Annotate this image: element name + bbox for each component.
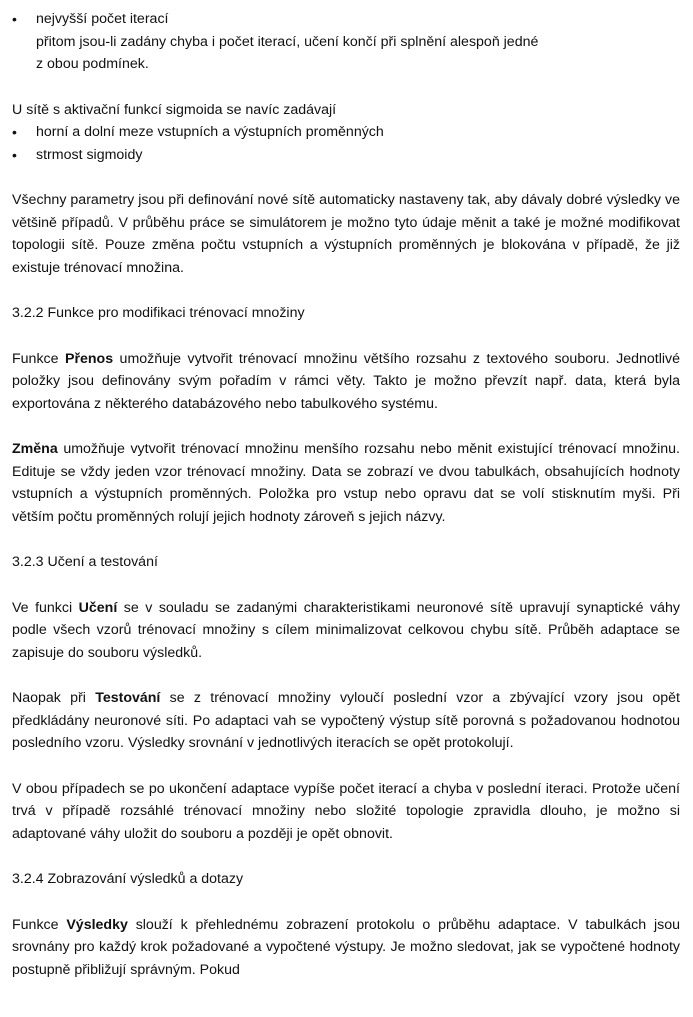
term-vysledky: Výsledky: [66, 916, 128, 933]
intro-bullet-list: [12, 8, 680, 76]
bullet-text: strmost sigmoidy: [36, 146, 143, 163]
paragraph-text: umožňuje vytvořit trénovací množinu menšího rozsahu nebo měnit existující trénovací množinu. Edituje se vždy jeden vzor trénovací množiny. Data se zobrazí ve dvou tabulkách, obsahujících hodnoty vstupních a výstupních proměnných. Položka pro vstup nebo opravu dat se volí stisknutím myši. Při větším počtu proměnných rolují jejich hodnoty zároveň s jejich názvy.: [12, 441, 680, 525]
paragraph-text: slouží k přehlednému zobrazení protokolu o průběhu adaptace. V tabulkách jsou srovnány pro každý krok požadované a vypočtené výstupy. Je možno sledovat, jak se vypočtené hodnoty postupně přibližují správným. Pokud: [12, 916, 680, 978]
uceni-paragraph: [12, 597, 680, 665]
obou-pripadech-paragraph: V obou případech se po ukončení adaptace vypíše počet iterací a chyba v poslední iteraci. Protože učení trvá v případě rozsáhlé trénovací množiny nebo složité topologie zpravidla dlouho, je možno si adaptované váhy uložit do souboru a později je opět obnovit.: [12, 780, 680, 842]
term-testovani: Testování: [95, 690, 161, 706]
sigmoid-bullet-list: [12, 121, 680, 166]
prenos-paragraph: [12, 348, 680, 416]
document-page: [12, 8, 680, 981]
paragraph-prefix: Naopak při: [12, 690, 96, 706]
bullet-text: horní a dolní meze vstupních a výstupních proměnných: [36, 124, 384, 140]
bullet-detail-line: z obou podmínek.: [36, 56, 149, 72]
vysledky-paragraph: [12, 914, 680, 982]
bullet-icon: •: [12, 124, 17, 140]
paragraph-text: umožňuje vytvořit trénovací množinu většího rozsahu z textového souboru. Jednotlivé položky jsou definovány svým pořadím v rámci věty. Takto je možno převzít např. data, která byla exportována z některého databázového nebo tabulkového systému.: [12, 350, 680, 412]
section-heading-322: 3.2.2 Funkce pro modifikaci trénovací množiny: [12, 305, 305, 321]
params-paragraph: Všechny parametry jsou při definování nové sítě automaticky nastaveny tak, aby dávaly dobré výsledky ve většině případů. V průběhu práce se simulátorem je možno tyto údaje měnit a také je možné modifikovat topologii sítě. Pouze změna počtu vstupních a výstupních proměnných je blokována v případě, že již existuje trénovací množina.: [12, 192, 680, 276]
bullet-icon: •: [12, 11, 17, 27]
list-item: [12, 144, 680, 167]
sigmoid-intro: U sítě s aktivační funkcí sigmoida se navíc zadávají: [12, 101, 337, 118]
paragraph-text: se v souladu se zadanými charakteristikami neuronové sítě upravují synaptické váhy podle všech vzorů trénovací množiny s cílem minimalizovat celkovou chybu sítě. Průběh adaptace se zapisuje do souboru výsledků.: [12, 599, 680, 661]
bullet-title: nejvyšší počet iterací: [36, 11, 169, 27]
term-uceni: Učení: [78, 599, 118, 616]
term-zmena: Změna: [12, 441, 58, 457]
paragraph-text: se z trénovací množiny vyloučí poslední vzor a zbývající vzory jsou opět předkládány neuronové síti. Po adaptaci vah se vypočtený výstup sítě porovná s požadovanou hodnotou posledního vzoru. Výsledky srovnání v jednotlivých iteracích se opět protokolují.: [12, 690, 681, 751]
list-item: [12, 8, 680, 76]
section-heading-324: 3.2.4 Zobrazování výsledků a dotazy: [12, 871, 244, 887]
list-item: [12, 121, 680, 144]
paragraph-prefix: Funkce: [12, 350, 65, 367]
term-prenos: Přenos: [64, 350, 114, 367]
zmena-paragraph: [12, 438, 680, 528]
paragraph-prefix: Ve funkci: [12, 599, 79, 616]
bullet-detail-line: přitom jsou-li zadány chyba i počet iterací, učení končí při splnění alespoň jedné: [36, 33, 539, 50]
testovani-paragraph: [12, 687, 680, 755]
section-heading-323: 3.2.3 Učení a testování: [12, 554, 158, 570]
bullet-icon: •: [12, 146, 17, 163]
paragraph-prefix: Funkce: [12, 916, 67, 933]
